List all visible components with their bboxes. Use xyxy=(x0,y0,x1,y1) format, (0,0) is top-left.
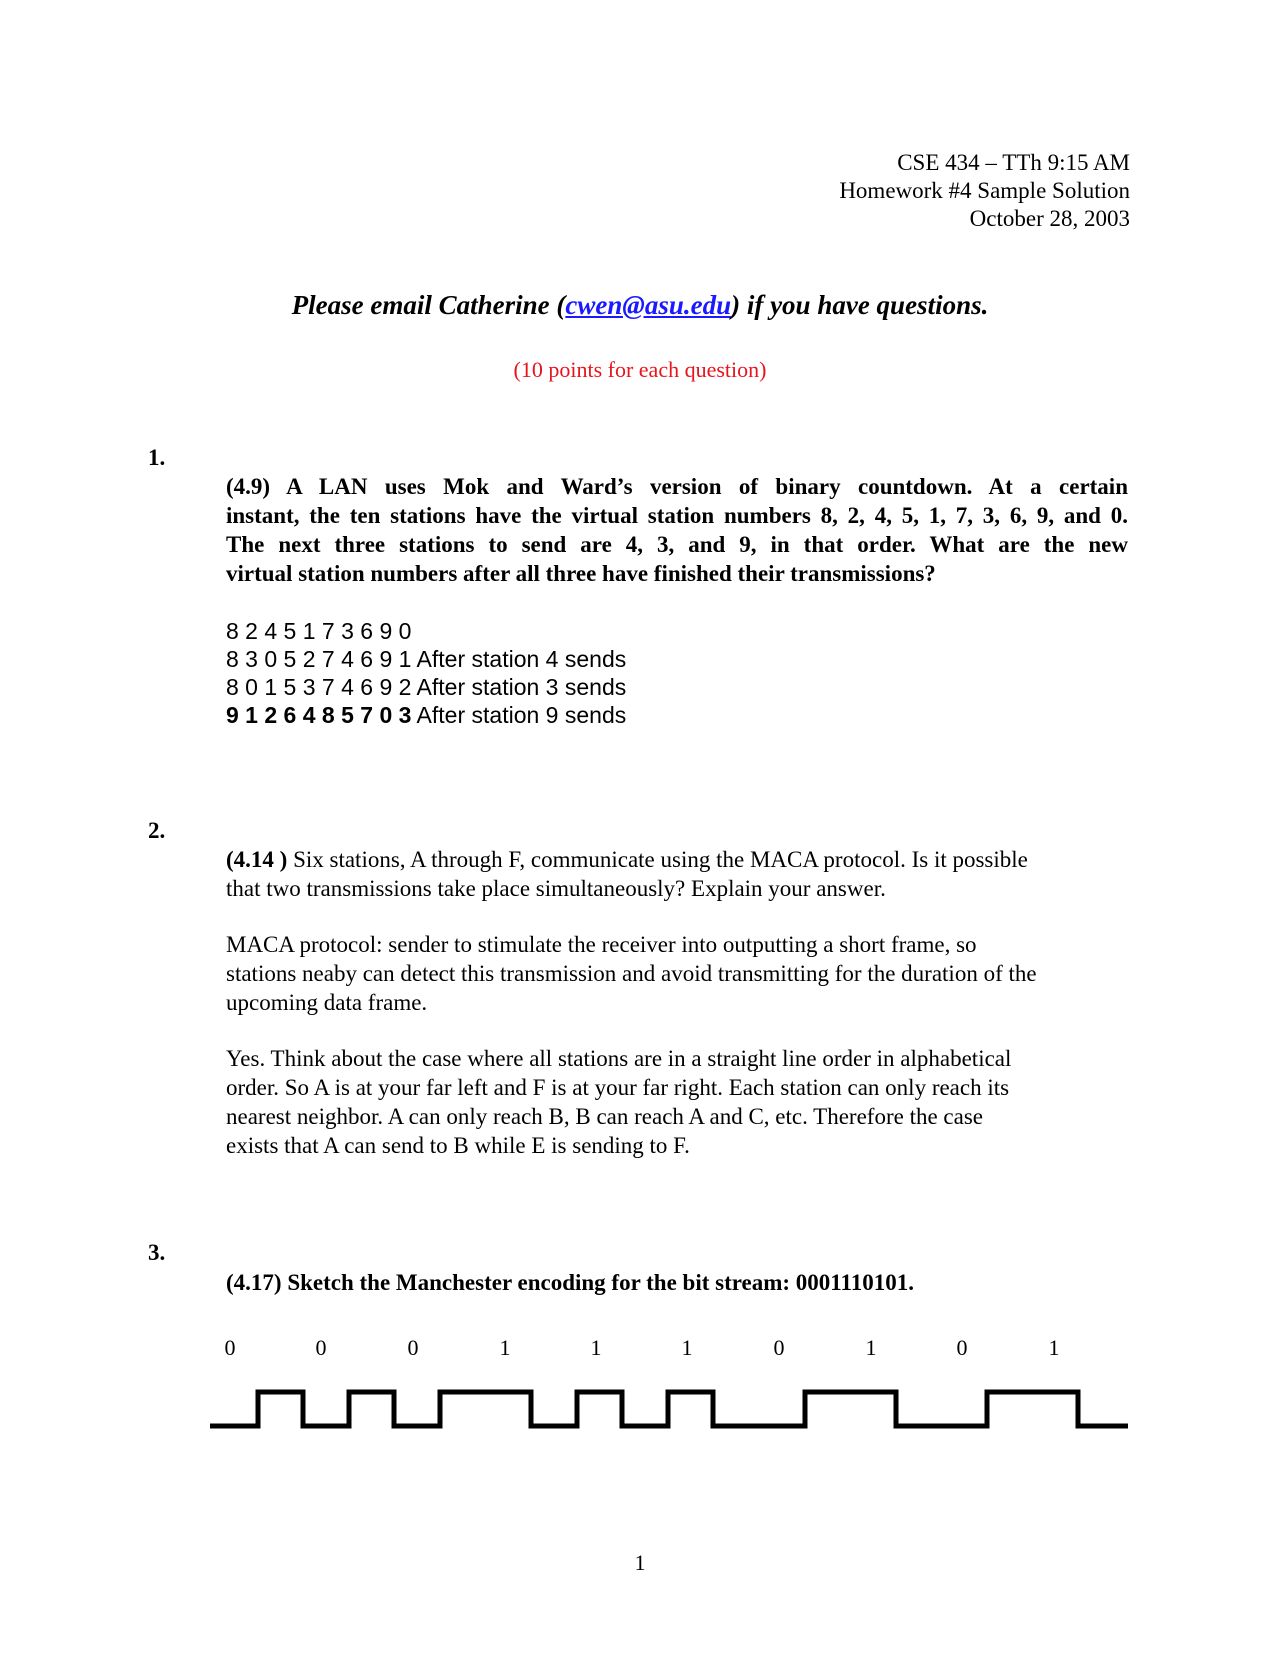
question-3-number: 3. xyxy=(148,1240,166,1265)
question-2-answer xyxy=(226,1044,1126,1160)
notice-prefix: Please email Catherine ( xyxy=(291,290,566,320)
course-header: CSE 434 – TTh 9:15 AM xyxy=(897,150,1130,175)
bit-label: 1 xyxy=(681,1335,693,1360)
question-1-text xyxy=(226,472,1128,588)
station-sequence: 8 2 4 5 1 7 3 6 9 0 xyxy=(226,618,412,644)
question-1-line: (4.9) A LAN uses Mok and Ward’s version of binary countdown. At a certain xyxy=(226,474,1128,499)
bit-label: 1 xyxy=(590,1335,602,1360)
paragraph-line: exists that A can send to B while E is sending to F. xyxy=(226,1133,690,1158)
bit-label: 1 xyxy=(499,1335,511,1360)
maca-explanation xyxy=(226,930,1126,1017)
document-date: October 28, 2003 xyxy=(969,206,1130,231)
station-sequence: 8 3 0 5 2 7 4 6 9 1 xyxy=(226,646,412,672)
question-2-line: that two transmissions take place simultaneously? Explain your answer. xyxy=(226,876,886,901)
bit-label: 0 xyxy=(224,1335,236,1360)
question-3-text: (4.17) Sketch the Manchester encoding for the bit stream: 0001110101. xyxy=(226,1270,915,1295)
notice-suffix: ) if you have questions. xyxy=(731,290,989,320)
paragraph-line: upcoming data frame. xyxy=(226,990,428,1015)
bit-label: 0 xyxy=(956,1335,968,1360)
question-2-line: Six stations, A through F, communicate using the MACA protocol. Is it possible xyxy=(287,847,1028,872)
paragraph-line: stations neaby can detect this transmission and avoid transmitting for the duration of the xyxy=(226,961,1037,986)
question-2-label: (4.14 ) xyxy=(226,847,288,872)
paragraph-line: MACA protocol: sender to stimulate the receiver into outputting a short frame, so xyxy=(226,932,977,957)
question-1-line: instant, the ten stations have the virtual station numbers 8, 2, 4, 5, 1, 7, 3, 6, 9, and 0. xyxy=(226,503,1128,528)
row-note: After station 3 sends xyxy=(411,674,627,700)
signal-line xyxy=(210,1392,1128,1426)
answer-row xyxy=(226,673,626,701)
contact-notice xyxy=(0,290,1280,321)
question-1-number: 1. xyxy=(148,445,166,470)
answer-row-final xyxy=(226,701,626,729)
bit-label: 1 xyxy=(1048,1335,1060,1360)
manchester-waveform xyxy=(210,1380,1140,1440)
station-sequence: 8 0 1 5 3 7 4 6 9 2 xyxy=(226,674,412,700)
paragraph-line: Yes. Think about the case where all stations are in a straight line order in alphabetical xyxy=(226,1046,1012,1071)
bit-label: 0 xyxy=(773,1335,785,1360)
question-1-line: The next three stations to send are 4, 3, and 9, in that order. What are the new xyxy=(226,532,1128,557)
question-2-number: 2. xyxy=(148,818,166,843)
email-link[interactable]: cwen@asu.edu xyxy=(565,290,732,320)
paragraph-line: order. So A is at your far left and F is at your far right. Each station can only reach its xyxy=(226,1075,1010,1100)
bit-label: 0 xyxy=(407,1335,419,1360)
question-1-line: virtual station numbers after all three have finished their transmissions? xyxy=(226,561,936,586)
answer-row xyxy=(226,645,626,673)
row-note: After station 4 sends xyxy=(411,646,627,672)
bit-label: 1 xyxy=(865,1335,877,1360)
answer-row xyxy=(226,617,411,645)
row-note: After station 9 sends xyxy=(411,702,627,728)
points-note: (10 points for each question) xyxy=(513,357,767,382)
station-sequence-final: 9 1 2 6 4 8 5 7 0 3 xyxy=(226,702,412,728)
bit-label: 0 xyxy=(315,1335,327,1360)
page-number: 1 xyxy=(634,1550,646,1575)
homework-title: Homework #4 Sample Solution xyxy=(839,178,1130,203)
question-2-text xyxy=(226,845,1126,903)
paragraph-line: nearest neighbor. A can only reach B, B can reach A and C, etc. Therefore the case xyxy=(226,1104,984,1129)
